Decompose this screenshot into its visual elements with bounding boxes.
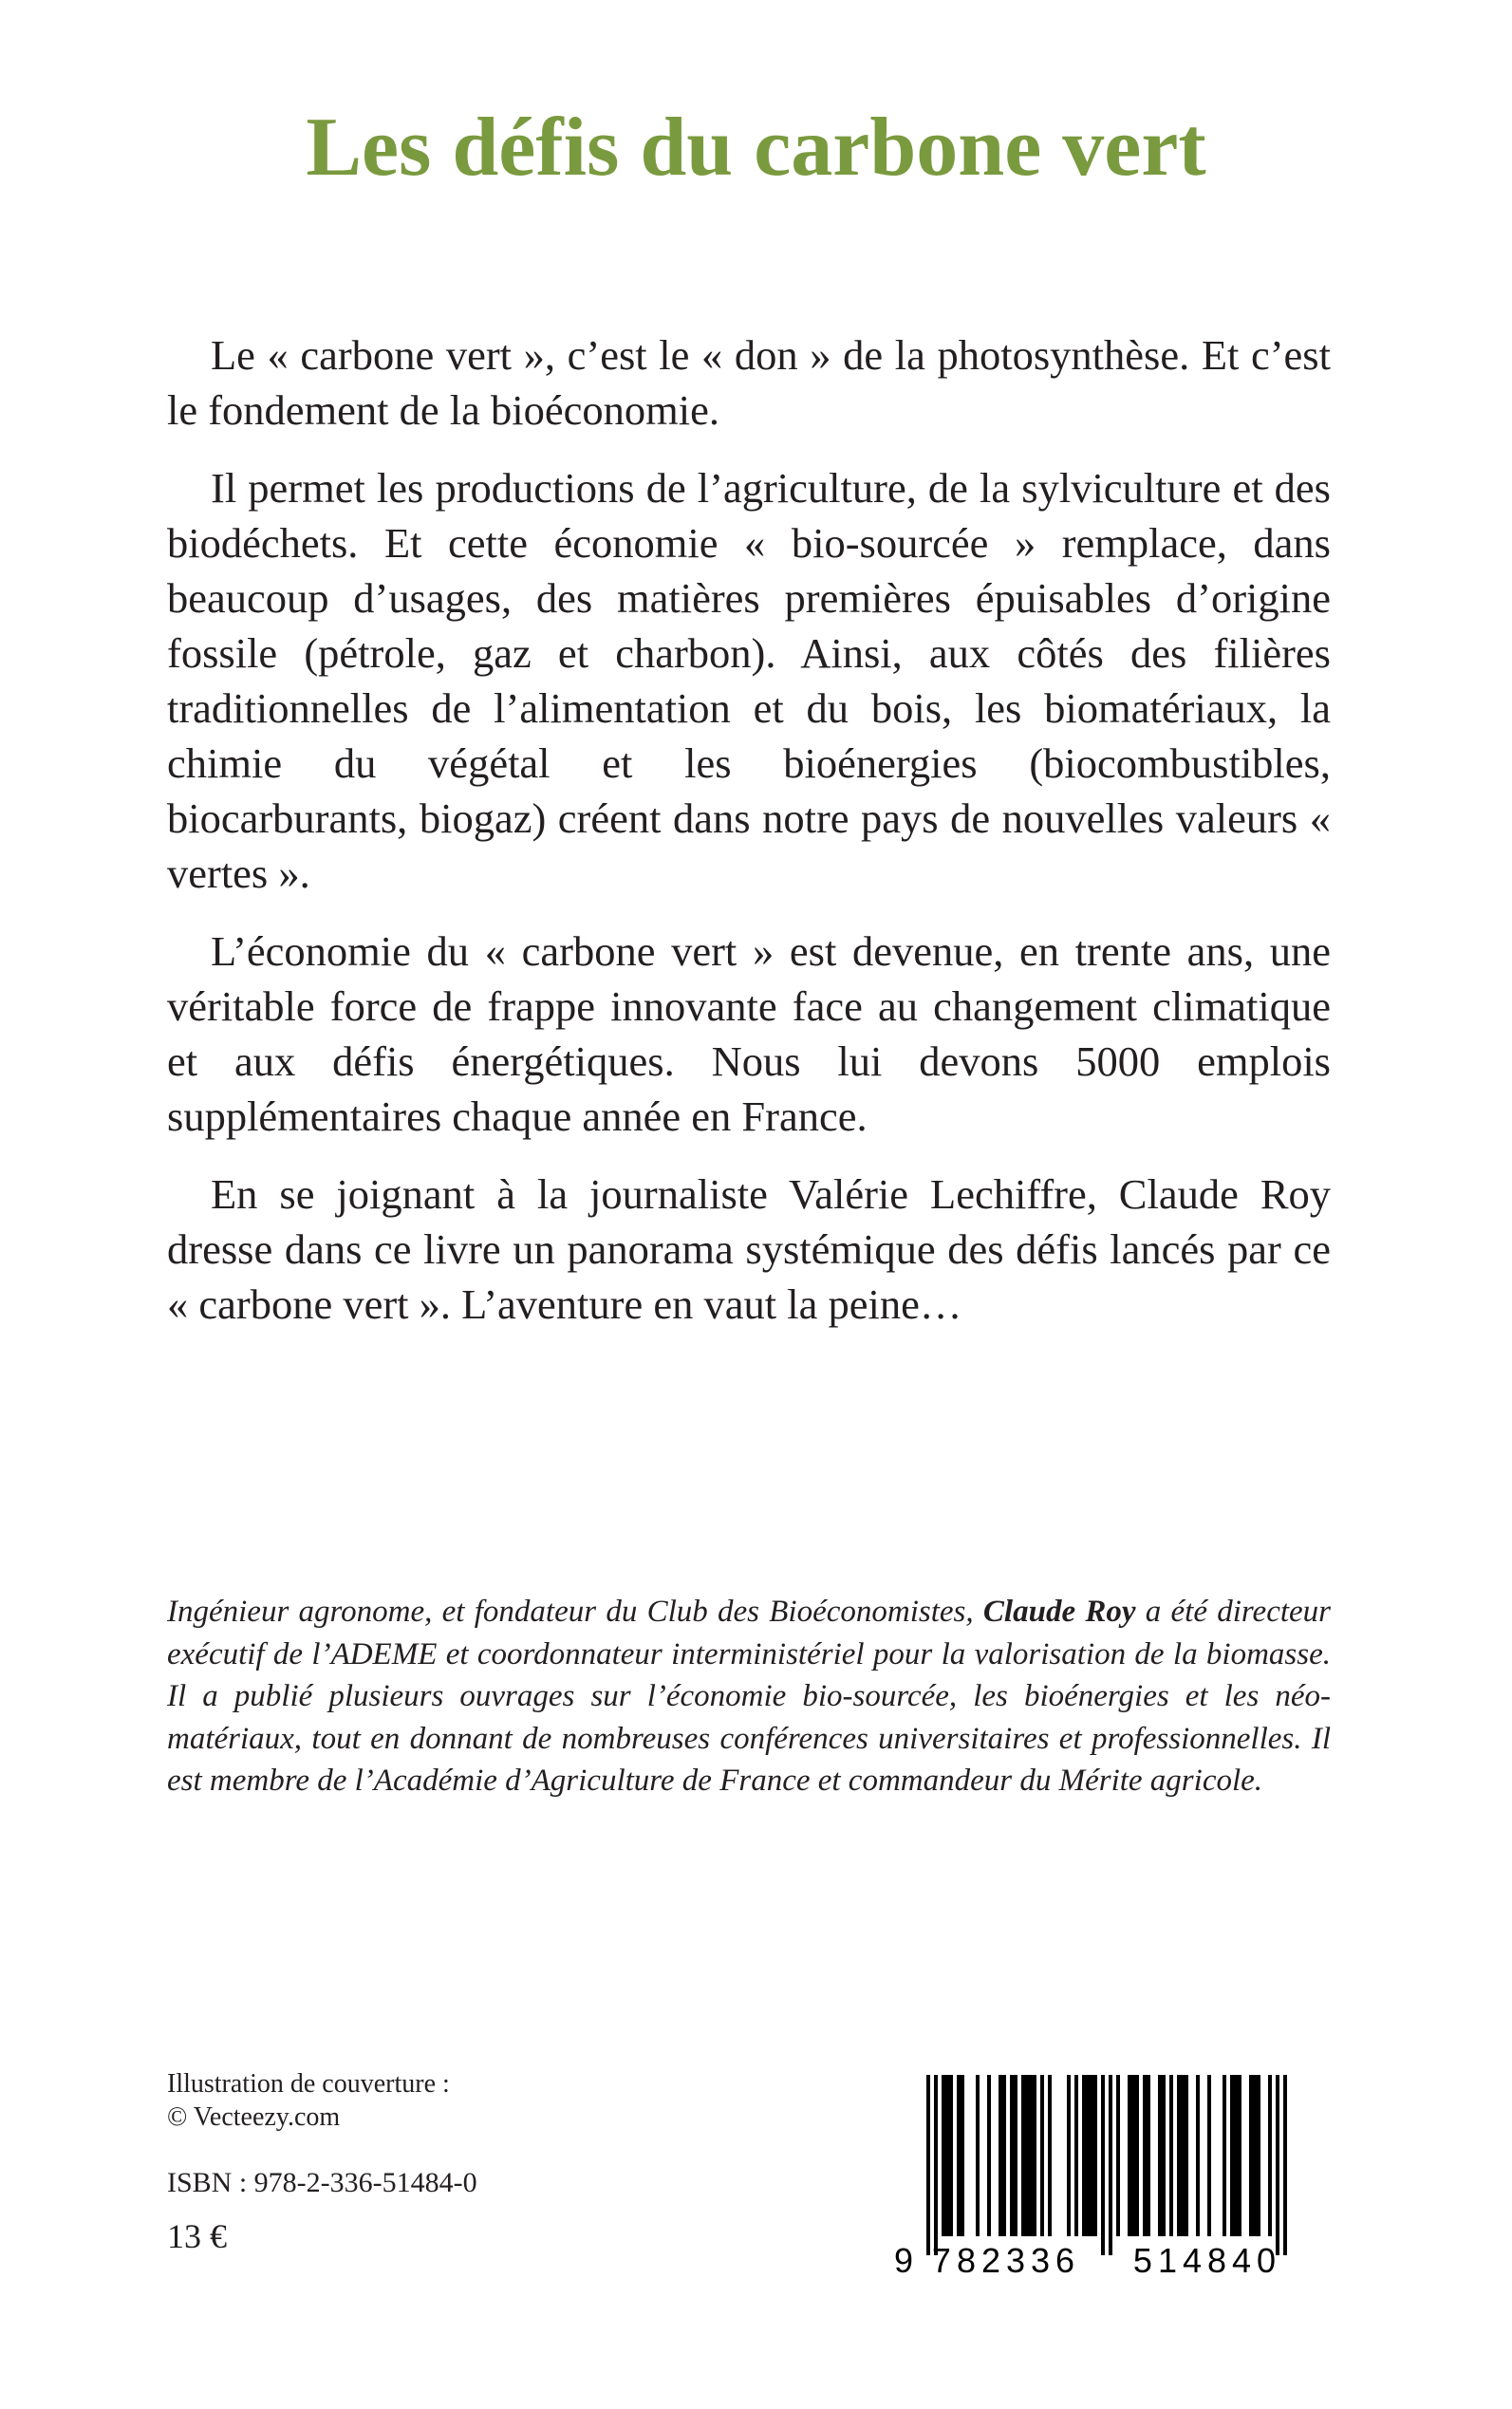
barcode-guard-bar [1109, 2075, 1112, 2255]
barcode-bar [1169, 2075, 1173, 2236]
illustration-credits [167, 2067, 699, 2134]
barcode-bar [1223, 2075, 1226, 2236]
barcode-bars [926, 2075, 1287, 2255]
barcode-first-digit: 9 [894, 2241, 914, 2276]
blurb-paragraph: L’économie du « carbone vert » est devenue, en trente ans, une véritable force de frappe innovante face au changement climatique et aux défis énergétiques. Nous lui devons 5000 emplois supplémentaires chaque année en France. [167, 927, 1331, 1140]
barcode-bar [942, 2075, 953, 2236]
barcode-bar [1143, 2075, 1150, 2236]
barcode-bar [1082, 2075, 1097, 2236]
blurb-paragraph: Le « carbone vert », c’est le « don » de la photosynthèse. Et c’est le fondement de la bioéconomie. [167, 331, 1331, 434]
barcode-bar [1249, 2075, 1260, 2236]
barcode-bar [987, 2075, 991, 2236]
barcode-bar [1021, 2075, 1036, 2236]
barcode-guard-bar [1276, 2075, 1279, 2255]
barcode-bar [1048, 2075, 1052, 2236]
barcode-right-digits: 514840 [1132, 2241, 1282, 2276]
back-cover-blurb [167, 327, 1331, 1354]
author-bio-body: a été directeur exécutif de l’ADEME et coordonnateur interministériel pour la valorisation de la biomasse. Il a publié plusieurs ouvrages sur l’économie bio-sourcée, les bioénergies et les néo-matériaux, tout en donnant de nombreuses conférences universitaires et professionnelles. Il est membre de l’Académie d’Agriculture de France et commandeur du Mérite agricole. [167, 1595, 1331, 1798]
book-title: Les défis du carbone vert [306, 102, 1206, 194]
illustration-source: © Vecteezy.com [167, 2102, 341, 2132]
price-label: 13 € [167, 2217, 227, 2255]
barcode-bar [1010, 2075, 1017, 2236]
barcode-guard-bar [926, 2075, 930, 2255]
barcode-bar [1230, 2075, 1241, 2236]
barcode-bar [1158, 2075, 1166, 2236]
barcode-left-digits: 782336 [931, 2241, 1081, 2276]
barcode-bar [957, 2075, 964, 2236]
barcode-guard-bar [1101, 2075, 1105, 2255]
author-name: Claude Roy [982, 1595, 1136, 1629]
blurb-paragraph: En se joignant à la journaliste Valérie Lechiffre, Claude Roy dresse dans ce livre un panorama systémique des défis lancés par ce « carbone vert ». L’aventure en vaut la peine… [167, 1170, 1331, 1328]
illustration-label: Illustration de couverture : [167, 2069, 450, 2099]
barcode-bar [1268, 2075, 1272, 2236]
barcode-guard-bar [934, 2075, 938, 2255]
barcode-bar [1040, 2075, 1044, 2236]
barcode-bar [976, 2075, 980, 2236]
barcode-bar [999, 2075, 1006, 2236]
barcode-bar [1177, 2075, 1188, 2236]
barcode-bar [1207, 2075, 1211, 2236]
barcode-graphic [894, 2073, 1319, 2276]
ean-barcode [894, 2073, 1319, 2276]
blurb-paragraph: Il permet les productions de l’agriculture, de la sylviculture et des biodéchets. Et cette économie « bio-sourcée » remplace, dans beaucoup d’usages, des matières premières épuisables d’origine fossile (pétrole, gaz et charbon). Ainsi, aux côtés des filières traditionnelles de l’alimentation et du bois, les biomatériaux, la chimie du végétal et les bioénergies (biocombustibles, biocarburants, biogaz) créent dans notre pays de nouvelles valeurs « vertes ». [167, 464, 1331, 897]
barcode-bar [1116, 2075, 1120, 2236]
barcode-bar [1128, 2075, 1139, 2236]
barcode-bar [1196, 2075, 1200, 2236]
barcode-bar [1067, 2075, 1071, 2236]
barcode-bar [1074, 2075, 1078, 2236]
isbn-number: ISBN : 978-2-336-51484-0 [167, 2167, 477, 2198]
author-bio-intro: Ingénieur agronome, et fondateur du Club des Bioéconomistes, [167, 1595, 983, 1629]
barcode-guard-bar [1283, 2075, 1287, 2255]
author-bio [167, 1591, 1331, 1802]
